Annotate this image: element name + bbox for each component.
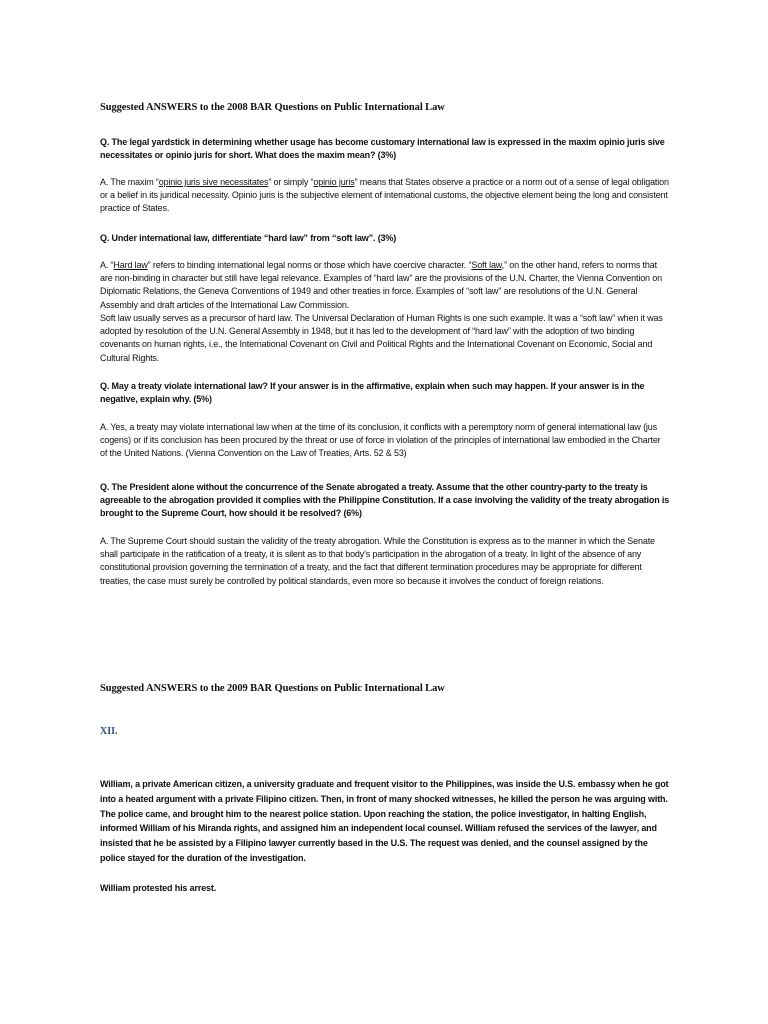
- william-protest: William protested his arrest.: [100, 883, 217, 893]
- answer-treaty-violation: A. Yes, a treaty may violate international law when at the time of its conclusion, it conflicts with a peremptory norm of general international law (jus cogens) or if its conclusion has been procured by the threat or use of force in violation of the principles of international law embodied in the Charter of the United Nations. (Vienna Convention on the Law of Treaties, Arts. 52 & 53): [100, 422, 661, 459]
- answer-text: ” or simply “: [268, 177, 314, 187]
- facts-william: William, a private American citizen, a university graduate and frequent visitor to the Philippines, was inside the U.S. embassy when he got into a heated argument with a private Filipino citizen. Then, in front of many shocked witnesses, he killed the person he was arguing with. The police came, and brought him to the nearest police station. Upon reaching the station, the police investigator, in halting English, informed William of his Miranda rights, and assigned him an independent local counsel. William refused the services of the lawyer, and insisted that he be assisted by a Filipino lawyer currently based in the U.S. The request was denied, and the counsel assigned by the police stayed for the duration of the investigation.: [100, 779, 669, 863]
- term-opinio-juris: opinio juris: [313, 177, 355, 187]
- term-soft-law: Soft law: [471, 260, 502, 270]
- question-hard-soft-law: Q. Under international law, differentiate “hard law” from “soft law”. (3%): [100, 233, 397, 243]
- question-treaty-abrogation: Q. The President alone without the concurrence of the Senate abrogated a treaty. Assume that the other country-party to the treaty is agreeable to the abrogation provided it complies with the Philippine Constitution. If a case involving the validity of the treaty abrogation is brought to the Supreme Court, how should it be resolved? (6%): [100, 482, 670, 518]
- answer-text: ” means that States observe a practice or a norm out of a sense of legal obligation or a belief in its juridical necessity. Opinio juris is the subjective element of international customs, the objective element being the long and consistent practice of States.: [100, 177, 669, 214]
- term-hard-law: Hard law: [113, 260, 148, 270]
- section-number: XII.: [100, 726, 118, 737]
- answer-opinio-juris: [100, 176, 670, 216]
- answer-text: ” refers to binding international legal norms or those which have coercive character. “: [147, 260, 472, 270]
- answer-text: ,” on the other hand, refers to norms that are non-binding in character but still have legal relevance. Examples of “hard law” are the provisions of the U.N. Charter, the Vienna Convention on Diplomatic Relations, the Geneva Conventions of 1949 and other treaties in force. Examples of “soft law” are resolutions of the U.N. General Assembly and draft articles of the International Law Commission.: [100, 260, 662, 310]
- answer-hard-soft-law: [100, 259, 670, 312]
- question-treaty-violation: Q. May a treaty violate international law? If your answer is in the affirmative, explain when such may happen. If your answer is in the negative, explain why. (5%): [100, 381, 645, 404]
- answer-text: A. “: [100, 260, 114, 270]
- heading-2008: Suggested ANSWERS to the 2008 BAR Questions on Public International Law: [100, 102, 445, 113]
- answer-soft-law-precursor: Soft law usually serves as a precursor of hard law. The Universal Declaration of Human Rights is one such example. It was a “soft law” when it was adopted by resolution of the U.N. General Assembly in 1948, but it has led to the development of “hard law” with the adoption of two binding covenants on human rights, i.e., the International Covenant on Civil and Political Rights and the International Covenant on Economic, Social and Cultural Rights.: [100, 313, 663, 363]
- question-opinio-juris: Q. The legal yardstick in determining whether usage has become customary international law is expressed in the maxim opinio juris sive necessitates or opinio juris for short. What does the maxim mean? (3%): [100, 137, 665, 160]
- answer-text: A. The maxim “: [100, 177, 159, 187]
- answer-treaty-abrogation: A. The Supreme Court should sustain the validity of the treaty abrogation. While the Constitution is express as to the manner in which the Senate shall participate in the ratification of a treaty, it is silent as to that body's participation in the abrogation of a treaty. In light of the absence of any constitutional provision governing the termination of a treaty, and the fact that different termination procedures may be appropriate for different treaties, the case must surely be controlled by political standards, even more so because it involves the conduct of foreign relations.: [100, 536, 655, 586]
- term-opinio-juris-sive: opinio juris sive necessitates: [158, 177, 269, 187]
- heading-2009: Suggested ANSWERS to the 2009 BAR Questions on Public International Law: [100, 683, 445, 694]
